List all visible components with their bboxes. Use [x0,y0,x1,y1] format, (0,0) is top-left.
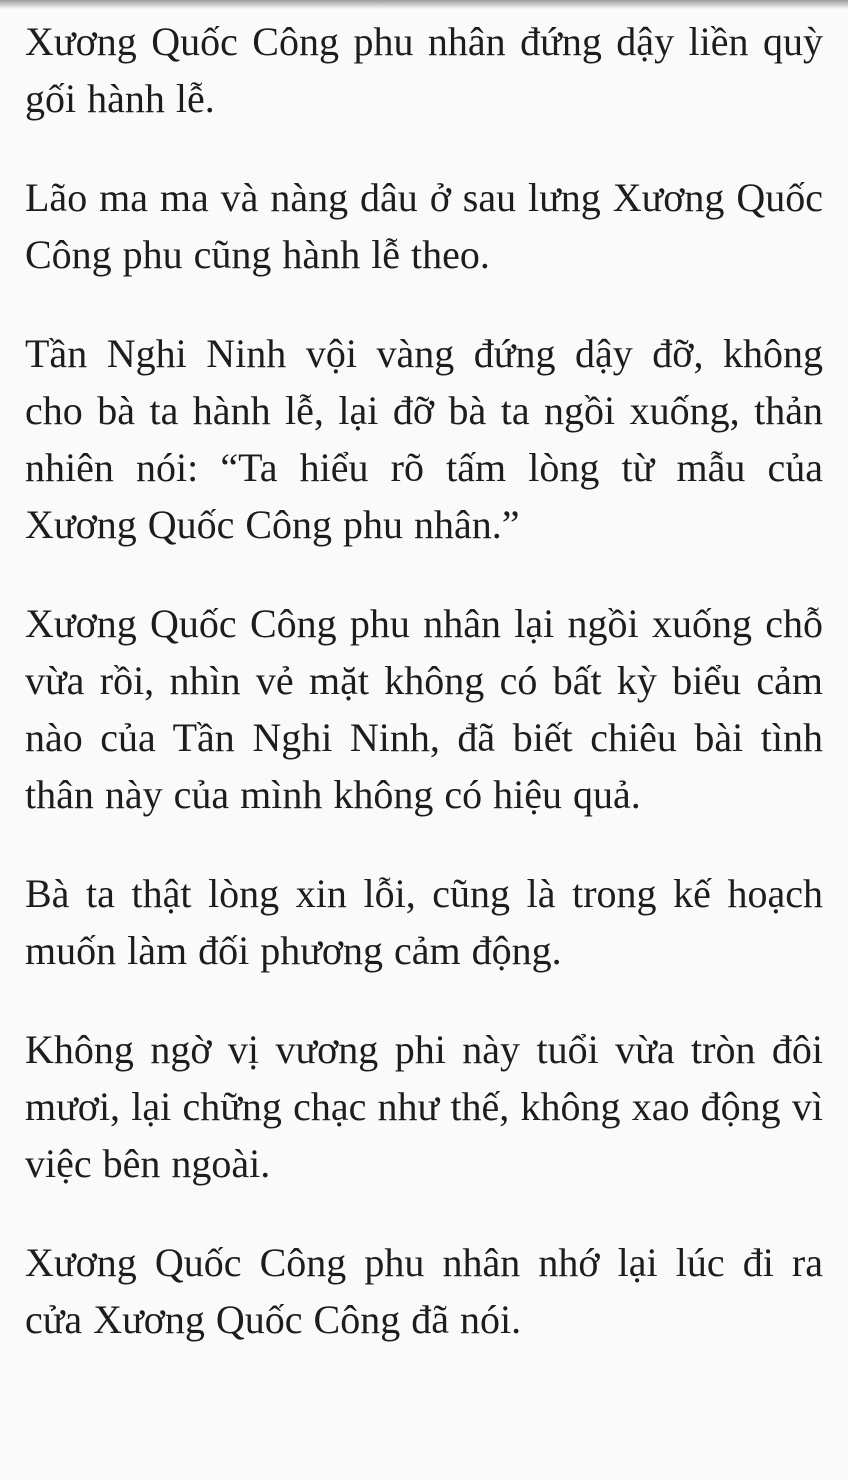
paragraph: Tần Nghi Ninh vội vàng đứng dậy đỡ, không cho bà ta hành lễ, lại đỡ bà ta ngồi xuống, thản nhiên nói: “Ta hiểu rõ tấm lòng từ mẫu của Xương Quốc Công phu nhân.” [25,331,823,547]
paragraph: Không ngờ vị vương phi này tuổi vừa tròn đôi mươi, lại chững chạc như thế, không xao động vì việc bên ngoài. [25,1027,823,1186]
paragraph: Bà ta thật lòng xin lỗi, cũng là trong kế hoạch muốn làm đối phương cảm động. [25,871,823,973]
paragraph: Xương Quốc Công phu nhân nhớ lại lúc đi ra cửa Xương Quốc Công đã nói. [25,1240,823,1342]
paragraph: Xương Quốc Công phu nhân đứng dậy liền quỳ gối hành lễ. [25,19,823,121]
paragraph: Xương Quốc Công phu nhân lại ngồi xuống chỗ vừa rồi, nhìn vẻ mặt không có bất kỳ biểu cảm nào của Tần Nghi Ninh, đã biết chiêu bài tình thân này của mình không có hiệu quả. [25,601,823,817]
paragraph: Lão ma ma và nàng dâu ở sau lưng Xương Quốc Công phu cũng hành lễ theo. [25,175,823,277]
